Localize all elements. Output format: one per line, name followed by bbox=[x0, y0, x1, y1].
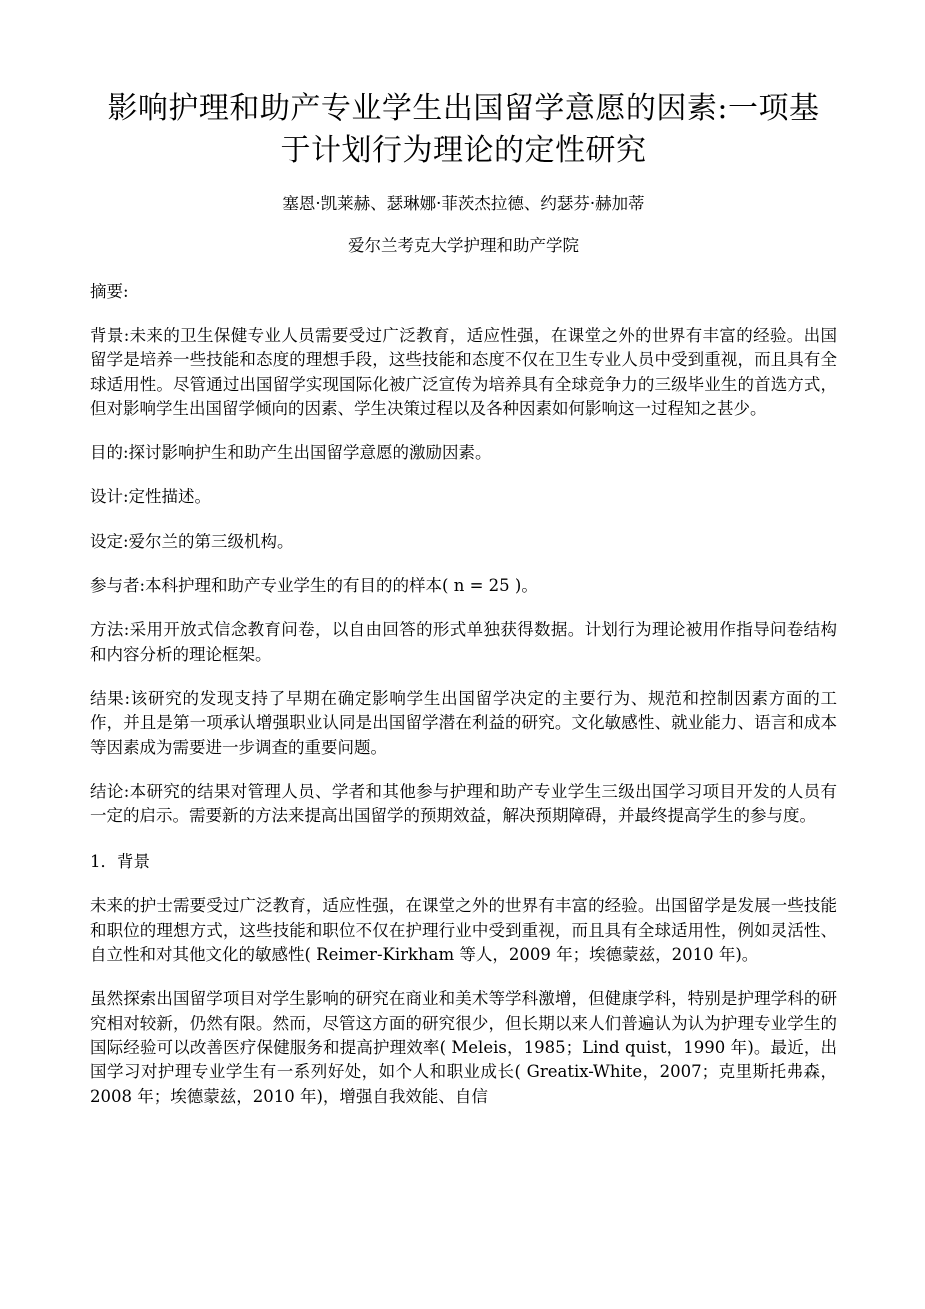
abstract-background: 背景:未来的卫生保健专业人员需要受过广泛教育，适应性强，在课堂之外的世界有丰富的经验。出国留学是培养一些技能和态度的理想手段，这些技能和态度不仅在卫生专业人员中受到重视，而且具有全球适用性。尽管通过出国留学实现国际化被广泛宣传为培养具有全球竞争力的三级毕业生的首选方式，但对影响学生出国留学倾向的因素、学生决策过程以及各种因素如何影响这一过程知之甚少。 bbox=[90, 326, 837, 418]
section-paragraph-1: 未来的护士需要受过广泛教育，适应性强，在课堂之外的世界有丰富的经验。出国留学是发展一些技能和职位的理想方式，这些技能和职位不仅在护理行业中受到重视，而且具有全球适用性，例如灵活性、自立性和对其他文化的敏感性( Reimer-Kirkham 等人，2009 年；埃德蒙兹，2010 年)。 bbox=[90, 896, 837, 965]
title-line-1: 影响护理和助产专业学生出国留学意愿的因素:一项基 bbox=[107, 91, 820, 126]
abstract-results: 结果:该研究的发现支持了早期在确定影响学生出国留学决定的主要行为、规范和控制因素方面的工作，并且是第一项承认增强职业认同是出国留学潜在利益的研究。文化敏感性、就业能力、语言和成本等因素成为需要进一步调查的重要问题。 bbox=[90, 688, 837, 757]
abstract-setting: 设定:爱尔兰的第三级机构。 bbox=[90, 531, 294, 551]
title-line-2: 于计划行为理论的定性研究 bbox=[280, 133, 647, 168]
section-paragraph-2: 虽然探索出国留学项目对学生影响的研究在商业和美术等学科激增，但健康学科，特别是护理学科的研究相对较新，仍然有限。然而，尽管这方面的研究很少，但长期以来人们普遍认为认为护理专业学生的国际经验可以改善医疗保健服务和提高护理效率( Meleis，1985；Lind quist，1990 年)。最近，出国学习对护理专业学生有一系列好处，如个人和职业成长( Greatix-White，2007；克里斯托弗森，2008 年；埃德蒙兹，2010 年)，增强自我效能、自信 bbox=[90, 989, 837, 1106]
section-heading-background: 1．背景 bbox=[90, 852, 150, 872]
abstract-participants: 参与者:本科护理和助产专业学生的有目的的样本( n = 25 )。 bbox=[90, 576, 538, 596]
affiliation: 爱尔兰考克大学护理和助产学院 bbox=[348, 236, 579, 255]
abstract-objective: 目的:探讨影响护生和助产生出国留学意愿的激励因素。 bbox=[90, 443, 492, 463]
paper-title bbox=[90, 88, 837, 172]
abstract-label: 摘要: bbox=[90, 282, 129, 301]
abstract-design: 设计:定性描述。 bbox=[90, 487, 212, 507]
abstract-conclusion: 结论:本研究的结果对管理人员、学者和其他参与护理和助产专业学生三级出国学习项目开发的人员有一定的启示。需要新的方法来提高出国留学的预期效益，解决预期障碍，并最终提高学生的参与度。 bbox=[90, 781, 837, 826]
authors: 塞恩·凯莱赫、瑟琳娜·菲茨杰拉德、约瑟芬·赫加蒂 bbox=[282, 194, 645, 213]
abstract-methods: 方法:采用开放式信念教育问卷，以自由回答的形式单独获得数据。计划行为理论被用作指导问卷结构和内容分析的理论框架。 bbox=[90, 620, 837, 664]
